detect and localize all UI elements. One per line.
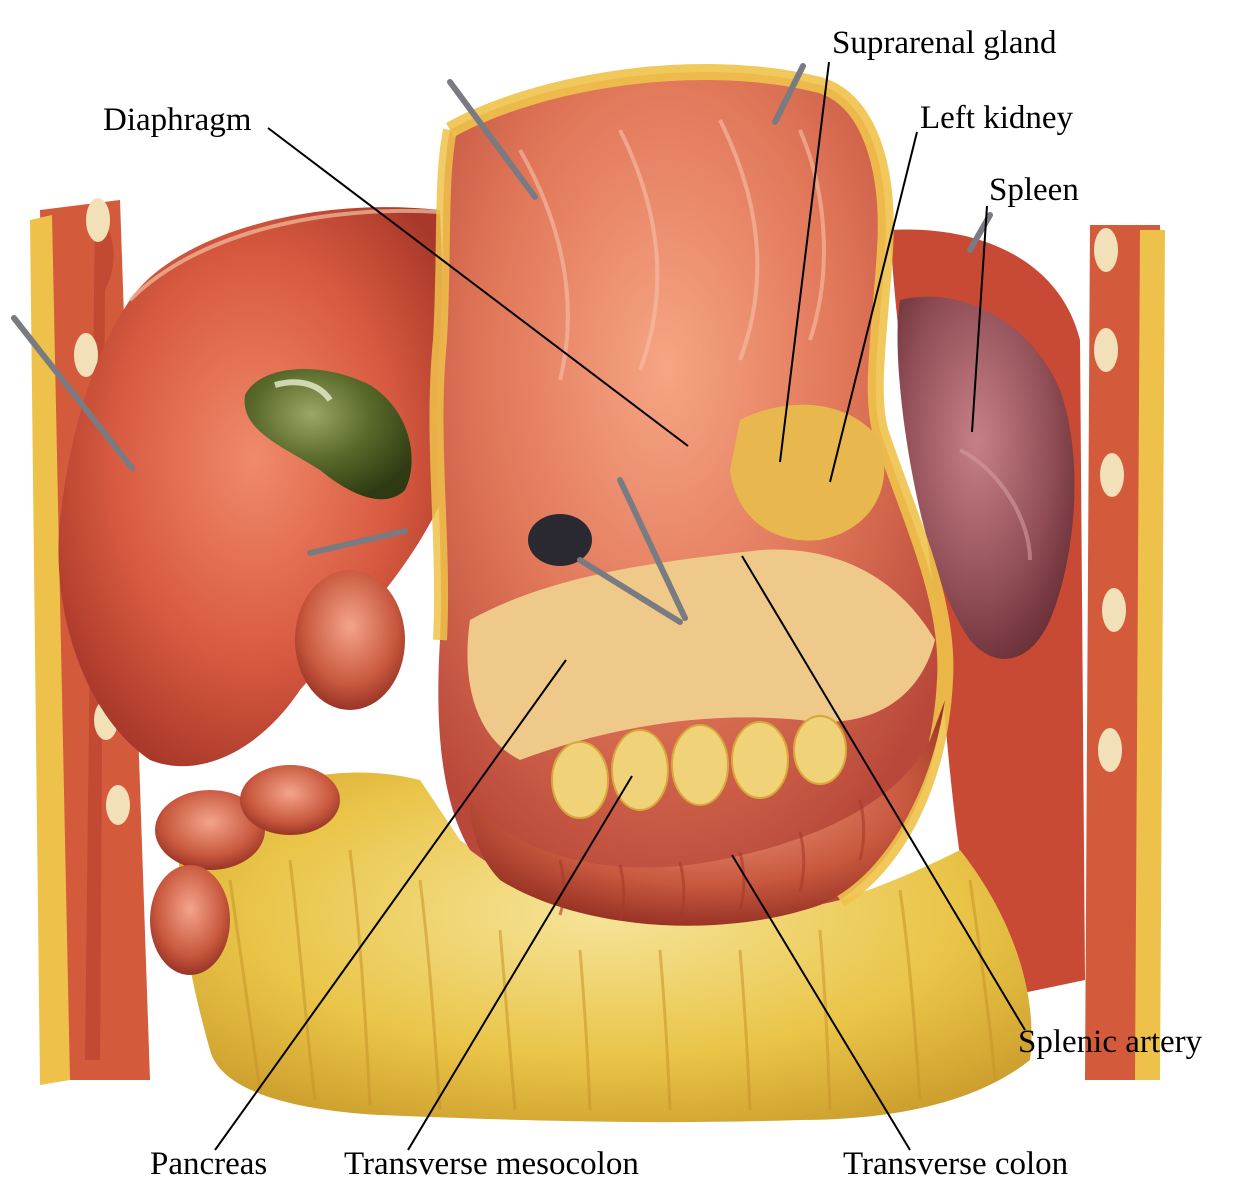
label-suprarenal-gland: Suprarenal gland [832,25,1057,61]
label-diaphragm: Diaphragm [103,102,252,138]
label-left-kidney: Left kidney [920,100,1074,136]
label-pancreas: Pancreas [150,1146,268,1182]
label-transverse-mesocolon: Transverse mesocolon [344,1146,639,1182]
label-transverse-colon: Transverse colon [843,1146,1069,1182]
body-wall-right [1085,225,1165,1080]
label-splenic-artery: Splenic artery [1018,1024,1203,1060]
label-spleen: Spleen [989,172,1079,208]
